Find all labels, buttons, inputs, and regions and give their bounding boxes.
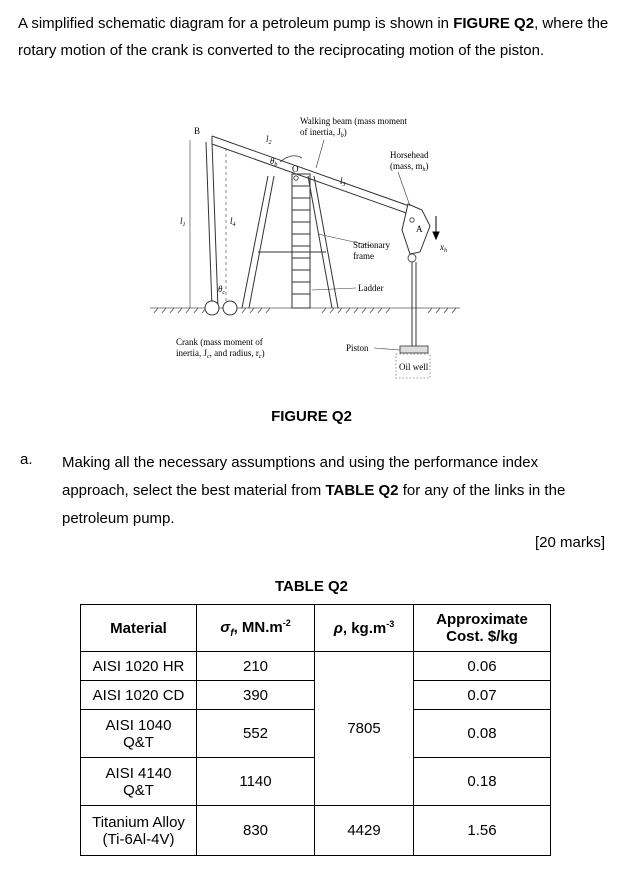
crank-wheel [205, 301, 219, 315]
ladder-label: Ladder [358, 283, 384, 293]
crank-label-1: Crank (mass moment of [176, 337, 263, 347]
stationary-frame-label-2: frame [353, 251, 374, 261]
intro-figure-ref: FIGURE Q2 [453, 15, 535, 32]
stationary-frame-label-1: Stationary [353, 240, 390, 250]
l2-label: $l_2$ [266, 134, 272, 146]
materials-table [80, 604, 551, 856]
cell-density-titanium: 4429 [315, 806, 414, 856]
point-o-label: O [292, 164, 299, 174]
crank-label-2: inertia, $J_c$, and radius, $r_c$) [176, 348, 265, 360]
ground [150, 308, 460, 313]
marks-label: [20 marks] [534, 534, 605, 551]
point-a-label: A [416, 224, 423, 234]
header-cost: Approximate Cost. $/kg [414, 605, 551, 652]
figure-caption: FIGURE Q2 [271, 408, 352, 425]
l1-label: $l_1$ [180, 216, 186, 228]
ladder [292, 174, 310, 308]
pitman-arm [206, 142, 218, 308]
question-table-ref: TABLE Q2 [325, 482, 399, 499]
pump-schematic [150, 112, 480, 402]
table-row [81, 652, 551, 681]
xh-arrow [433, 216, 439, 239]
cell-strength: 830 [197, 806, 315, 856]
xh-label: $x_h$ [440, 242, 447, 254]
point-b-label: B [194, 126, 201, 136]
cell-cost: 0.07 [414, 681, 551, 710]
cell-material: AISI 1020 CD [81, 681, 197, 710]
cell-material: AISI 1040 Q&T [81, 710, 197, 758]
intro-text-2: , where the rotary motion of the crank is converted to the reciprocating motion of the piston. [18, 15, 609, 59]
point-a-pin [410, 218, 414, 222]
cell-material: AISI 1020 HR [81, 652, 197, 681]
cell-strength: 390 [197, 681, 315, 710]
l3-label: $l_3$ [340, 176, 346, 188]
question-text [62, 449, 604, 533]
header-strength: $\sigma_f$, $MN.m^{-2}$ [197, 605, 315, 652]
crank-counterweight [223, 301, 237, 315]
header-density: ρ, $kg.m^{-3}$ [315, 605, 414, 652]
cell-cost: 0.18 [414, 758, 551, 806]
intro-paragraph [18, 10, 610, 64]
question-text-2: for any of the links in the petroleum pump. [62, 482, 566, 527]
piston-rod [412, 262, 416, 350]
cell-strength: 210 [197, 652, 315, 681]
cell-strength: 552 [197, 710, 315, 758]
cell-strength: 1140 [197, 758, 315, 806]
question-label: a. [20, 451, 33, 468]
table-row [81, 806, 551, 856]
table-caption: TABLE Q2 [274, 578, 349, 595]
wellhead [400, 346, 428, 353]
theta-c-label: $\theta_c$ [218, 284, 226, 296]
walking-beam [212, 136, 415, 215]
horsehead-label-1: Horsehead [390, 150, 429, 160]
pivot-o [294, 176, 298, 180]
cell-material: AISI 4140 Q&T [81, 758, 197, 806]
horsehead-hub [408, 254, 416, 262]
oil-well-label: Oil well [399, 362, 429, 372]
question-text-1: Making all the necessary assumptions and using the performance index approach, select the best material from [62, 454, 539, 499]
stationary-frame [242, 176, 338, 308]
cell-material: Titanium Alloy (Ti-6Al-4V) [81, 806, 197, 856]
walking-beam-label-2: of inertia, $J_b$) [300, 127, 347, 139]
intro-text-1: A simplified schematic diagram for a petroleum pump is shown in [18, 15, 454, 32]
cell-cost: 1.56 [414, 806, 551, 856]
piston-label: Piston [346, 343, 369, 353]
l4-label: $l_4$ [230, 216, 236, 228]
cell-density-steel: 7805 [315, 652, 414, 806]
cell-cost: 0.06 [414, 652, 551, 681]
header-material: Material [81, 605, 197, 652]
horsehead-label-2: (mass, $m_h$) [390, 161, 429, 173]
table-header-row [81, 605, 551, 652]
cell-cost: 0.08 [414, 710, 551, 758]
theta-b-label: $\theta_b$ [270, 156, 278, 168]
walking-beam-label-1: Walking beam (mass moment [300, 116, 408, 126]
